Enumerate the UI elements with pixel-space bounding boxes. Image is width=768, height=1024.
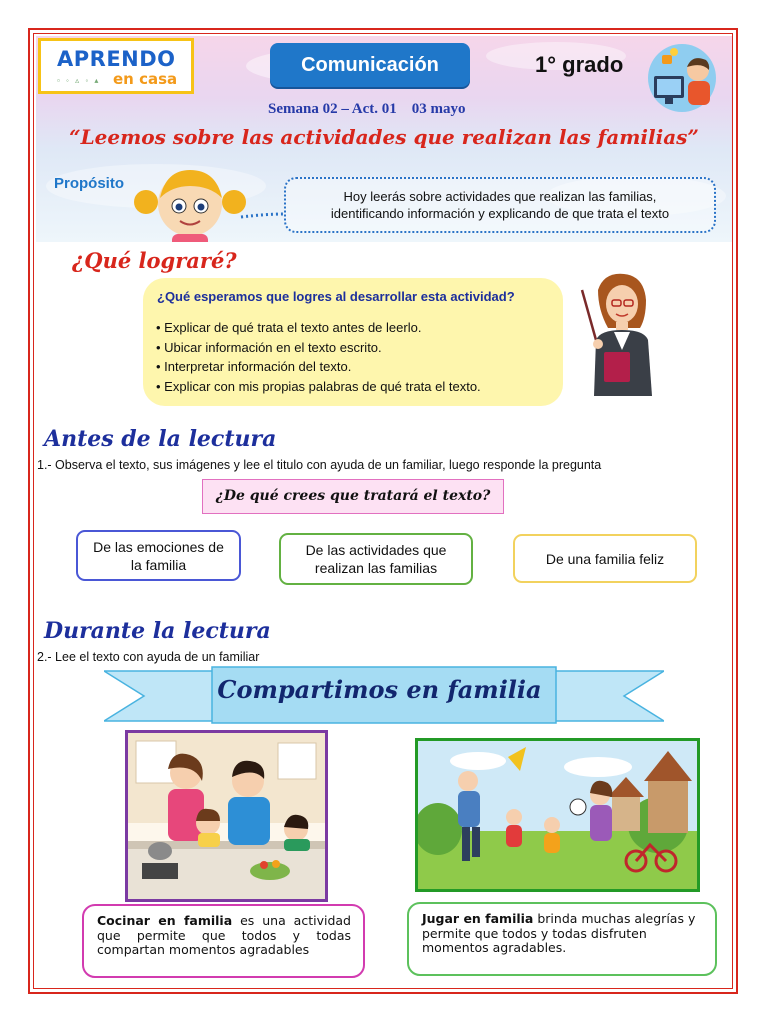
aprendo-en-casa-logo — [38, 38, 194, 94]
teacher-illustration — [574, 270, 664, 400]
playing-family-image — [415, 738, 700, 892]
purpose-text: Hoy leerás sobre actividades que realizan las familias, identificando información y explicando de que trata el texto — [330, 189, 670, 221]
instruction-2: 2.- Lee el texto con ayuda de un familiar — [37, 650, 260, 664]
list-item: • Interpretar información del texto. — [156, 359, 352, 374]
week-activity-date: Semana 02 – Act. 01 03 mayo — [268, 101, 466, 117]
subject-badge: Comunicación — [270, 43, 470, 87]
caption-playing-text: brinda muchas alegrías y permite que todos y todas disfruten momentos agradables. — [422, 911, 696, 955]
caption-cooking-text: es una actividad que permite que todos y todas compartan momentos agradables — [97, 913, 351, 957]
instruction-1: 1.- Observa el texto, sus imágenes y lee el titulo con ayuda de un familiar, luego responde la pregunta — [37, 458, 602, 472]
option-actividades[interactable]: De las actividades que realizan las familias — [279, 533, 473, 585]
reading-title: Compartimos en familia — [217, 675, 542, 704]
option-emociones[interactable]: De las emociones de la familia — [76, 530, 241, 581]
caption-playing — [407, 902, 717, 976]
antes-de-la-lectura-heading: Antes de la lectura — [44, 426, 277, 452]
caption-cooking — [82, 904, 365, 978]
option-familia-feliz[interactable]: De una familia feliz — [513, 534, 697, 583]
caption-playing-bold: Jugar en familia — [422, 911, 534, 926]
list-item: • Ubicar información en el texto escrito. — [156, 339, 382, 355]
que-lograre-heading: ¿Qué lograré? — [72, 248, 237, 273]
list-item: • Explicar con mis propias palabras de qué trata el texto. — [156, 378, 481, 394]
logo-subtitle: en casa — [113, 70, 178, 88]
grade-label: 1° grado — [535, 52, 624, 77]
logo-title: APRENDO — [57, 47, 176, 71]
list-item: • Explicar de qué trata el texto antes de leerlo. — [156, 320, 422, 335]
durante-la-lectura-heading: Durante la lectura — [44, 618, 271, 644]
prediction-question: ¿De qué crees que tratará el texto? — [202, 479, 504, 514]
logo-shapes-icon: ▫ ◦ ▵ ◦ ▴ — [57, 76, 101, 85]
activity-title: “Leemos sobre las actividades que realizan las familias” — [69, 125, 699, 149]
cooking-family-image — [125, 730, 328, 902]
purpose-speech-bubble — [284, 177, 716, 233]
goals-list — [156, 318, 481, 396]
goals-question: ¿Qué esperamos que logres al desarrollar esta actividad? — [157, 289, 515, 304]
caption-cooking-bold: Cocinar en familia — [97, 913, 233, 928]
purpose-label: Propósito — [54, 175, 124, 192]
